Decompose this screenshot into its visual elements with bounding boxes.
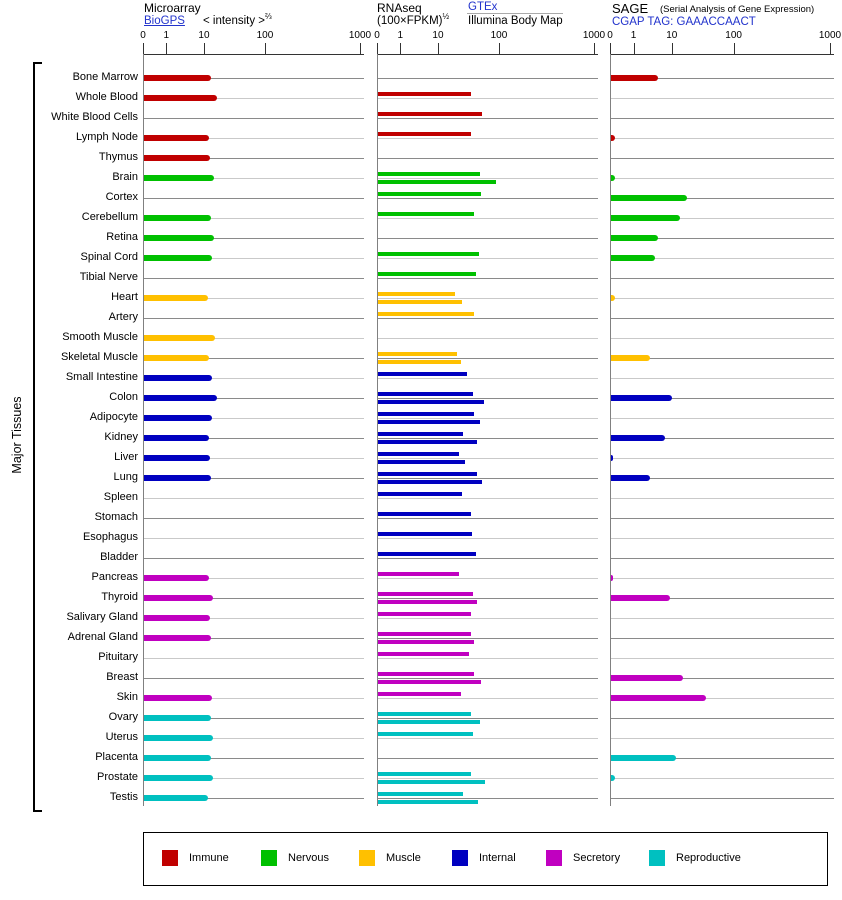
expression-bar-gtex [378, 252, 479, 256]
axis-tick-label: 100 [256, 30, 274, 41]
tissue-label: Salivary Gland [66, 611, 138, 623]
expression-bar-sage [611, 675, 683, 681]
tissue-baseline [378, 238, 598, 239]
tissue-baseline [611, 578, 834, 579]
expression-bar-microarray [144, 795, 208, 801]
expression-bar-illumina [378, 300, 462, 304]
tissue-baseline [144, 658, 364, 659]
tissue-baseline [378, 638, 598, 639]
major-tissues-bracket [33, 62, 35, 812]
expression-bar-gtex [378, 92, 471, 96]
axis-tick-label: 0 [140, 30, 146, 41]
tissue-baseline [378, 198, 598, 199]
panel-border [143, 54, 144, 806]
tissue-label: Thyroid [101, 591, 138, 603]
axis-tick [400, 43, 401, 54]
expression-bar-sage [611, 235, 658, 241]
tissue-baseline [611, 418, 834, 419]
tissue-baseline [378, 158, 598, 159]
legend-swatch-internal [452, 850, 468, 866]
tissue-baseline [611, 518, 834, 519]
tissue-baseline [611, 718, 834, 719]
expression-bar-illumina [378, 600, 477, 604]
expression-bar-illumina [378, 360, 461, 364]
tissue-label: Thymus [98, 151, 138, 163]
expression-bar-sage [611, 455, 613, 461]
expression-bar-microarray [144, 775, 213, 781]
axis-tick-label: 1 [163, 30, 169, 41]
expression-bar-gtex [378, 512, 471, 516]
tissue-baseline [378, 678, 598, 679]
expression-bar-microarray [144, 695, 212, 701]
tissue-label: Placenta [95, 751, 138, 763]
sage-title: SAGE [612, 1, 649, 16]
tissue-baseline [144, 538, 364, 539]
expression-bar-gtex [378, 272, 476, 276]
tissue-baseline [378, 538, 598, 539]
expression-bar-microarray [144, 575, 209, 581]
axis-line [377, 54, 598, 55]
expression-bar-illumina [378, 720, 480, 724]
expression-bar-gtex [378, 652, 469, 656]
tissue-label: Smooth Muscle [62, 331, 138, 343]
expression-bar-microarray [144, 395, 217, 401]
tissue-label: Spinal Cord [80, 251, 138, 263]
microarray-title: Microarray [144, 1, 201, 15]
axis-tick-label: 0 [374, 30, 380, 41]
expression-bar-gtex [378, 412, 474, 416]
axis-tick-label: 1000 [818, 30, 842, 41]
axis-tick [594, 43, 595, 54]
axis-tick [672, 43, 673, 54]
tissue-label: Lung [113, 471, 138, 483]
tissue-baseline [378, 398, 598, 399]
expression-bar-microarray [144, 95, 217, 101]
legend-label: Muscle [386, 852, 421, 864]
expression-bar-microarray [144, 475, 211, 481]
tissue-baseline [144, 278, 364, 279]
axis-tick [734, 43, 735, 54]
tissue-baseline [611, 118, 834, 119]
axis-tick-label: 1 [397, 30, 403, 41]
tissue-baseline [611, 138, 834, 139]
tissue-label: Stomach [94, 511, 138, 523]
axis-tick [438, 43, 439, 54]
expression-bar-microarray [144, 235, 214, 241]
tissue-label: Adipocyte [89, 411, 138, 423]
tissue-baseline [611, 798, 834, 799]
tissue-baseline [378, 778, 598, 779]
tissue-baseline [611, 458, 834, 459]
axis-tick-label: 1000 [348, 30, 372, 41]
expression-bar-microarray [144, 335, 215, 341]
axis-tick-label: 1000 [582, 30, 606, 41]
expression-bar-gtex [378, 312, 474, 316]
tissue-baseline [378, 558, 598, 559]
tissue-baseline [611, 618, 834, 619]
sage-subtitle: (Serial Analysis of Gene Expression) [660, 4, 815, 15]
tissue-baseline [611, 778, 834, 779]
axis-tick-label: 100 [725, 30, 742, 41]
tissue-label: White Blood Cells [51, 111, 138, 123]
tissue-baseline [144, 318, 364, 319]
cgap-tag-link[interactable]: CGAP TAG: GAAACCAACT [612, 16, 756, 28]
expression-bar-sage [611, 575, 613, 581]
expression-bar-gtex [378, 692, 461, 696]
expression-bar-gtex [378, 712, 471, 716]
expression-bar-microarray [144, 175, 214, 181]
tissue-label: Uterus [105, 731, 138, 743]
expression-bar-sage [611, 195, 687, 201]
axis-tick [634, 43, 635, 54]
rnaseq-exponent: ½ [442, 12, 450, 22]
expression-bar-gtex [378, 172, 480, 176]
tissue-baseline [611, 498, 834, 499]
axis-tick [830, 43, 831, 54]
expression-bar-gtex [378, 292, 455, 296]
rnaseq-scale-label: (100×FPKM)$^{\frac{1}{2}}$ [377, 12, 450, 27]
tissue-baseline [378, 578, 598, 579]
tissue-baseline [378, 278, 598, 279]
bracket-top-arm [33, 62, 42, 64]
tissue-baseline [611, 658, 834, 659]
tissue-label: Prostate [97, 771, 138, 783]
legend-label: Immune [189, 852, 229, 864]
tissue-baseline [144, 198, 364, 199]
expression-bar-microarray [144, 75, 211, 81]
expression-bar-illumina [378, 440, 477, 444]
tissue-baseline [611, 738, 834, 739]
expression-bar-sage [611, 695, 706, 701]
expression-bar-gtex [378, 532, 472, 536]
legend-label: Secretory [573, 852, 621, 864]
expression-bar-sage [611, 75, 658, 81]
tissue-baseline [611, 338, 834, 339]
expression-bar-sage [611, 355, 650, 361]
tissue-baseline [378, 758, 598, 759]
expression-bar-gtex [378, 452, 459, 456]
legend-label: Internal [479, 852, 516, 864]
expression-bar-microarray [144, 595, 213, 601]
tissue-baseline [611, 378, 834, 379]
axis-tick-label: 1 [630, 30, 637, 41]
expression-bar-microarray [144, 295, 208, 301]
tissue-baseline [144, 678, 364, 679]
tissue-baseline [378, 718, 598, 719]
expression-bar-microarray [144, 215, 211, 221]
expression-bar-gtex [378, 552, 476, 556]
axis-tick [204, 43, 205, 54]
expression-bar-illumina [378, 400, 484, 404]
tissue-baseline [611, 98, 834, 99]
axis-tick-label: 0 [607, 30, 613, 41]
expression-bar-gtex [378, 372, 467, 376]
tissue-baseline [378, 418, 598, 419]
tissue-baseline [378, 738, 598, 739]
microarray-scale-label: < intensity >$^{\frac{2}{3}}$ [203, 12, 272, 27]
tissue-baseline [144, 118, 364, 119]
legend-swatch-reproductive [649, 850, 665, 866]
tissue-label: Heart [111, 291, 138, 303]
expression-bar-microarray [144, 155, 210, 161]
rnaseq-title: RNAseq [377, 1, 422, 15]
legend-label: Reproductive [676, 852, 741, 864]
expression-bar-illumina [378, 780, 485, 784]
tissue-label: Skin [116, 691, 138, 703]
expression-bar-microarray [144, 135, 209, 141]
expression-bar-gtex [378, 392, 473, 396]
legend-swatch-muscle [359, 850, 375, 866]
expression-bar-illumina [378, 480, 482, 484]
expression-bar-gtex [378, 492, 462, 496]
tissue-baseline [378, 218, 598, 219]
axis-tick-label: 10 [432, 30, 444, 41]
tissue-baseline [378, 598, 598, 599]
tissue-baseline [378, 618, 598, 619]
axis-tick [265, 43, 266, 54]
tissue-baseline [378, 478, 598, 479]
expression-bar-microarray [144, 255, 212, 261]
tissue-label: Tibial Nerve [79, 271, 138, 283]
expression-bar-microarray [144, 715, 211, 721]
biogps-link[interactable]: BioGPS [144, 15, 185, 27]
tissue-baseline [378, 658, 598, 659]
tissue-label: Cerebellum [81, 211, 138, 223]
tissue-label: Testis [109, 791, 138, 803]
expression-bar-microarray [144, 735, 213, 741]
expression-bar-sage [611, 755, 676, 761]
tissue-label: Lymph Node [76, 131, 138, 143]
expression-bar-gtex [378, 732, 473, 736]
tissue-baseline [378, 138, 598, 139]
expression-bar-sage [611, 775, 615, 781]
expression-bar-microarray [144, 415, 212, 421]
tissue-label: Breast [106, 671, 138, 683]
tissue-baseline [611, 298, 834, 299]
expression-bar-microarray [144, 615, 210, 621]
tissue-label: Pituitary [98, 651, 138, 663]
axis-tick [610, 43, 611, 54]
expression-bar-microarray [144, 355, 209, 361]
axis-tick-label: 100 [490, 30, 508, 41]
panel-border [610, 54, 611, 806]
bracket-bottom-arm [33, 810, 42, 812]
expression-bar-gtex [378, 352, 457, 356]
tissue-baseline [378, 698, 598, 699]
expression-bar-microarray [144, 375, 212, 381]
tissue-label: Bladder [100, 551, 138, 563]
legend-label: Nervous [288, 852, 329, 864]
tissue-baseline [378, 258, 598, 259]
tissue-baseline [378, 298, 598, 299]
expression-bar-gtex [378, 112, 482, 116]
axis-tick [377, 43, 378, 54]
expression-bar-sage [611, 215, 680, 221]
tissue-baseline [611, 178, 834, 179]
tissue-baseline [378, 438, 598, 439]
tissue-baseline [144, 518, 364, 519]
expression-bar-gtex [378, 632, 471, 636]
gtex-link[interactable]: GTEx [468, 1, 498, 13]
tissue-label: Retina [106, 231, 138, 243]
tissue-baseline [378, 458, 598, 459]
expression-bar-gtex [378, 592, 473, 596]
tissue-baseline [378, 378, 598, 379]
tissue-label: Bone Marrow [72, 71, 138, 83]
major-tissues-label: Major Tissues [10, 396, 24, 474]
tissue-label: Ovary [108, 711, 138, 723]
expression-bar-illumina [378, 460, 465, 464]
expression-bar-gtex [378, 572, 459, 576]
expression-bar-gtex [378, 212, 474, 216]
tissue-baseline [144, 558, 364, 559]
tissue-baseline [378, 98, 598, 99]
tissue-baseline [611, 638, 834, 639]
axis-tick-label: 10 [198, 30, 210, 41]
expression-bar-microarray [144, 635, 211, 641]
expression-bar-illumina [378, 640, 474, 644]
axis-tick [499, 43, 500, 54]
expression-bar-gtex [378, 472, 477, 476]
tissue-baseline [611, 538, 834, 539]
axis-line [143, 54, 364, 55]
expression-bar-illumina [378, 420, 480, 424]
tissue-baseline [378, 358, 598, 359]
illumina-body-map-label: Illumina Body Map [468, 15, 563, 27]
expression-bar-sage [611, 475, 650, 481]
tissue-baseline [378, 338, 598, 339]
tissue-label: Kidney [104, 431, 138, 443]
legend-swatch-immune [162, 850, 178, 866]
tissue-baseline [611, 318, 834, 319]
tissue-label: Liver [114, 451, 138, 463]
tissue-label: Adrenal Gland [67, 631, 138, 643]
expression-bar-sage [611, 175, 615, 181]
tissue-baseline [378, 518, 598, 519]
tissue-label: Spleen [103, 491, 138, 503]
expression-bar-microarray [144, 435, 209, 441]
tissue-label: Colon [109, 391, 138, 403]
axis-tick [360, 43, 361, 54]
tissue-label: Pancreas [91, 571, 138, 583]
expression-bar-microarray [144, 455, 210, 461]
axis-line [610, 54, 834, 55]
expression-bar-sage [611, 135, 615, 141]
expression-bar-microarray [144, 755, 211, 761]
tissue-baseline [378, 118, 598, 119]
tissue-baseline [144, 498, 364, 499]
tissue-label: Skeletal Muscle [60, 351, 138, 363]
expression-bar-gtex [378, 132, 471, 136]
expression-bar-sage [611, 395, 672, 401]
tissue-label: Small Intestine [65, 371, 138, 383]
microarray-exponent: ⅔ [265, 12, 272, 22]
legend-swatch-secretory [546, 850, 562, 866]
expression-bar-gtex [378, 772, 471, 776]
tissue-baseline [611, 158, 834, 159]
tissue-label: Cortex [105, 191, 138, 203]
axis-tick [166, 43, 167, 54]
expression-bar-gtex [378, 792, 463, 796]
expression-bar-gtex [378, 432, 463, 436]
tissue-baseline [611, 278, 834, 279]
legend [143, 832, 828, 886]
expression-bar-gtex [378, 612, 471, 616]
expression-bar-illumina [378, 180, 496, 184]
tissue-baseline [378, 498, 598, 499]
expression-bar-illumina [378, 680, 481, 684]
expression-bar-gtex [378, 192, 481, 196]
axis-tick-label: 10 [666, 30, 678, 41]
tissue-baseline [378, 798, 598, 799]
tissue-baseline [378, 178, 598, 179]
tissue-label: Brain [112, 171, 138, 183]
axis-tick [143, 43, 144, 54]
tissue-label: Artery [108, 311, 138, 323]
tissue-baseline [611, 558, 834, 559]
tissue-baseline [378, 318, 598, 319]
expression-bar-sage [611, 595, 670, 601]
tissue-baseline [378, 78, 598, 79]
expression-bar-sage [611, 295, 615, 301]
expression-bar-illumina [378, 800, 478, 804]
gtex-underline [467, 13, 563, 14]
tissue-label: Esophagus [82, 531, 138, 543]
expression-bar-sage [611, 255, 655, 261]
expression-bar-gtex [378, 672, 474, 676]
tissue-label: Whole Blood [75, 91, 138, 103]
legend-swatch-nervous [261, 850, 277, 866]
expression-bar-sage [611, 435, 665, 441]
